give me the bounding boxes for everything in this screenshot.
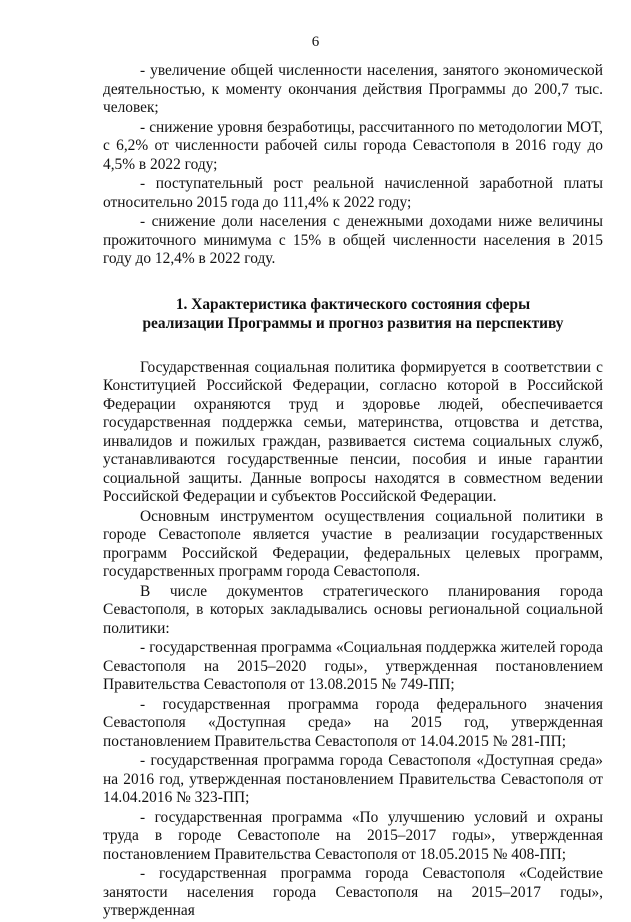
intro-item: - снижение уровня безработицы, рассчитанного по методологии МОТ, с 6,2% от численности рабочей силы города Севастополя в 2016 году до 4,5% в 2022 году; [103, 118, 603, 173]
section-heading [103, 295, 603, 333]
section-heading-line: реализации Программы и прогноз развития на перспективу [142, 314, 564, 332]
page-number: 6 [311, 34, 320, 50]
document-body [103, 62, 603, 922]
body-paragraph: Государственная социальная политика формируется в соответствии с Конституцией Российской Федерации, согласно которой в Российской Федерации охраняются труд и здоровье людей, обеспечивается государственная поддержка семьи, материнства, отцовства и детства, инвалидов и пожилых граждан, развивается система социальных служб, устанавливаются государственные пенсии, пособия и иные гарантии социальной защиты. Данные вопросы находятся в совместном ведении Российской Федерации и субъектов Российской Федерации. [103, 358, 603, 505]
program-item: - государственная программа «Социальная поддержка жителей города Севастополя на 2015–2020 годы», утвержденная постановлением Правительства Севастополя от 13.08.2015 № 749-ПП; [103, 639, 603, 693]
intro-item: - поступательный рост реальной начисленной заработной платы относительно 2015 года до 111,4% к 2022 году; [103, 175, 603, 211]
program-item: - государственная программа города Севастополя «Содействие занятости населения города Севастополя на 2015–2017 годы», утвержденная [103, 865, 603, 919]
program-item: - государственная программа «По улучшению условий и охраны труда в городе Севастополе на 2015–2017 годы», утвержденная постановлением Правительства Севастополя от 18.05.2015 № 408-ПП; [103, 808, 603, 863]
section-heading-line: 1. Характеристика фактического состояния сферы [175, 295, 531, 313]
body-paragraph: В числе документов стратегического планирования города Севастополя, в которых закладывались основы региональной социальной политики: [103, 582, 603, 637]
body-paragraph: Основным инструментом осуществления социальной политики в городе Севастополе является участие в реализации государственных программ Российской Федерации, федеральных целевых программ, государственных программ города Севастополя. [103, 507, 603, 580]
intro-item: - увеличение общей численности населения, занятого экономической деятельностью, к моменту окончания действия Программы до 200,7 тыс. человек; [103, 62, 603, 116]
program-item: - государственная программа города федерального значения Севастополя «Доступная среда» на 2015 год, утвержденная постановлением Правительства Севастополя от 14.04.2015 № 281-ПП; [103, 695, 603, 750]
intro-item: - снижение доли населения с денежными доходами ниже величины прожиточного минимума с 15% в общей численности населения в 2015 году до 12,4% в 2022 году. [103, 213, 603, 267]
program-item: - государственная программа города Севастополя «Доступная среда» на 2016 год, утвержденная постановлением Правительства Севастополя от 14.04.2016 № 323-ПП; [103, 752, 603, 806]
